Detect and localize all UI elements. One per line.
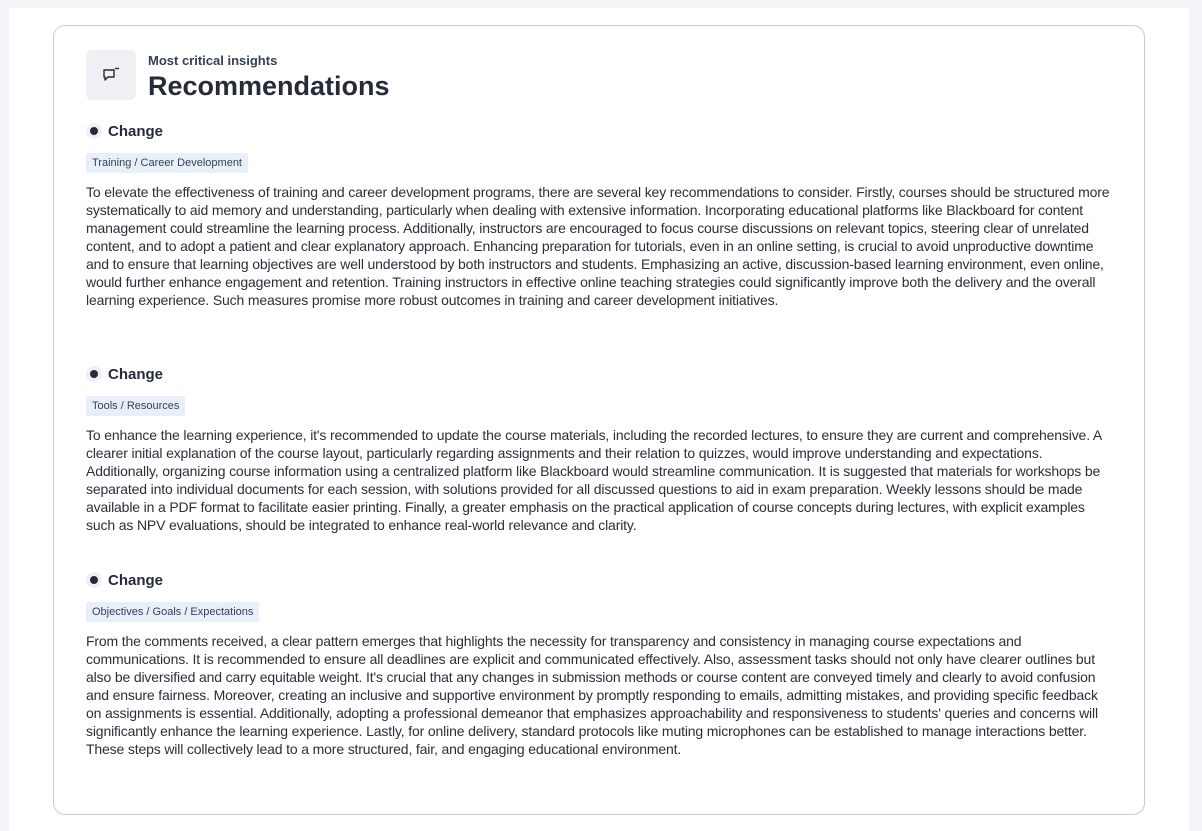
section-header (86, 570, 1116, 590)
recommendation-text: To enhance the learning experience, it's recommended to update the course materials, including the recorded lectures, to ensure they are current and comprehensive. A clearer initial explanation of the course layout, particularly regarding assignments and their relation to quizzes, would improve understanding and expectations. Additionally, organizing course information using a centralized platform like Blackboard would streamline communication. It is suggested that materials for workshops be separated into individual documents for each session, with solutions provided for all discussed questions to aid in exam preparation. Weekly lessons should be made available in a PDF format to facilitate easier printing. Finally, a greater emphasis on the practical application of course concepts during lectures, with explicit examples such as NPV evaluations, should be integrated to enhance real-world relevance and clarity. (86, 427, 1102, 533)
category-tag: Tools / Resources (86, 396, 185, 416)
bullet-dot-icon (86, 366, 102, 382)
speech-bubble-icon (86, 50, 136, 100)
header-text (148, 53, 390, 102)
section-header (86, 364, 1116, 384)
recommendation-section (86, 121, 1116, 309)
category-tag: Objectives / Goals / Expectations (86, 602, 259, 622)
recommendation-text: To elevate the effectiveness of training and career development programs, there are several key recommendations to consider. Firstly, courses should be structured more systematically to aid memory and understanding, particularly when dealing with extensive information. Incorporating educational platforms like Blackboard for content management could streamline the learning process. Additionally, instructors are encouraged to focus course discussions on relevant topics, steering clear of unrelated content, and to adopt a patient and clear explanatory approach. Enhancing preparation for tutorials, even in an online setting, is crucial to avoid unproductive downtime and to ensure that learning objectives are well understood by both instructors and students. Emphasizing an active, discussion-based learning environment, even online, would further enhance engagement and retention. Training instructors in effective online teaching strategies could significantly improve both the delivery and the overall learning experience. Such measures promise more robust outcomes in training and career development initiatives. (86, 184, 1110, 308)
card-header (86, 50, 390, 102)
page-background (9, 8, 1189, 831)
category-tag: Training / Career Development (86, 153, 248, 173)
recommendations-card (53, 25, 1145, 815)
section-title: Change (108, 122, 164, 140)
recommendation-section (86, 364, 1116, 534)
recommendation-text: From the comments received, a clear pattern emerges that highlights the necessity for transparency and consistency in managing course expectations and communications. It is recommended to ensure all deadlines are explicit and communicated effectively. Also, assessment tasks should not only have clearer outlines but also be diversified and carry equitable weight. It's crucial that any changes in submission methods or course content are conveyed timely and clearly to avoid confusion and ensure fairness. Moreover, creating an inclusive and supportive environment by promptly responding to emails, admitting mistakes, and providing specific feedback on assignments is essential. Additionally, adopting a professional demeanor that emphasizes approachability and responsiveness to students' queries and concerns will significantly enhance the learning experience. Lastly, for online delivery, standard protocols like muting microphones can be established to manage interactions better. These steps will collectively lead to a more structured, fair, and engaging educational environment. (86, 633, 1098, 757)
section-header (86, 121, 1116, 141)
header-kicker: Most critical insights (148, 53, 278, 68)
recommendation-section (86, 570, 1116, 758)
section-title: Change (108, 571, 164, 589)
bullet-dot-icon (86, 572, 102, 588)
page-title: Recommendations (148, 71, 390, 101)
bullet-dot-icon (86, 123, 102, 139)
section-title: Change (108, 365, 164, 383)
